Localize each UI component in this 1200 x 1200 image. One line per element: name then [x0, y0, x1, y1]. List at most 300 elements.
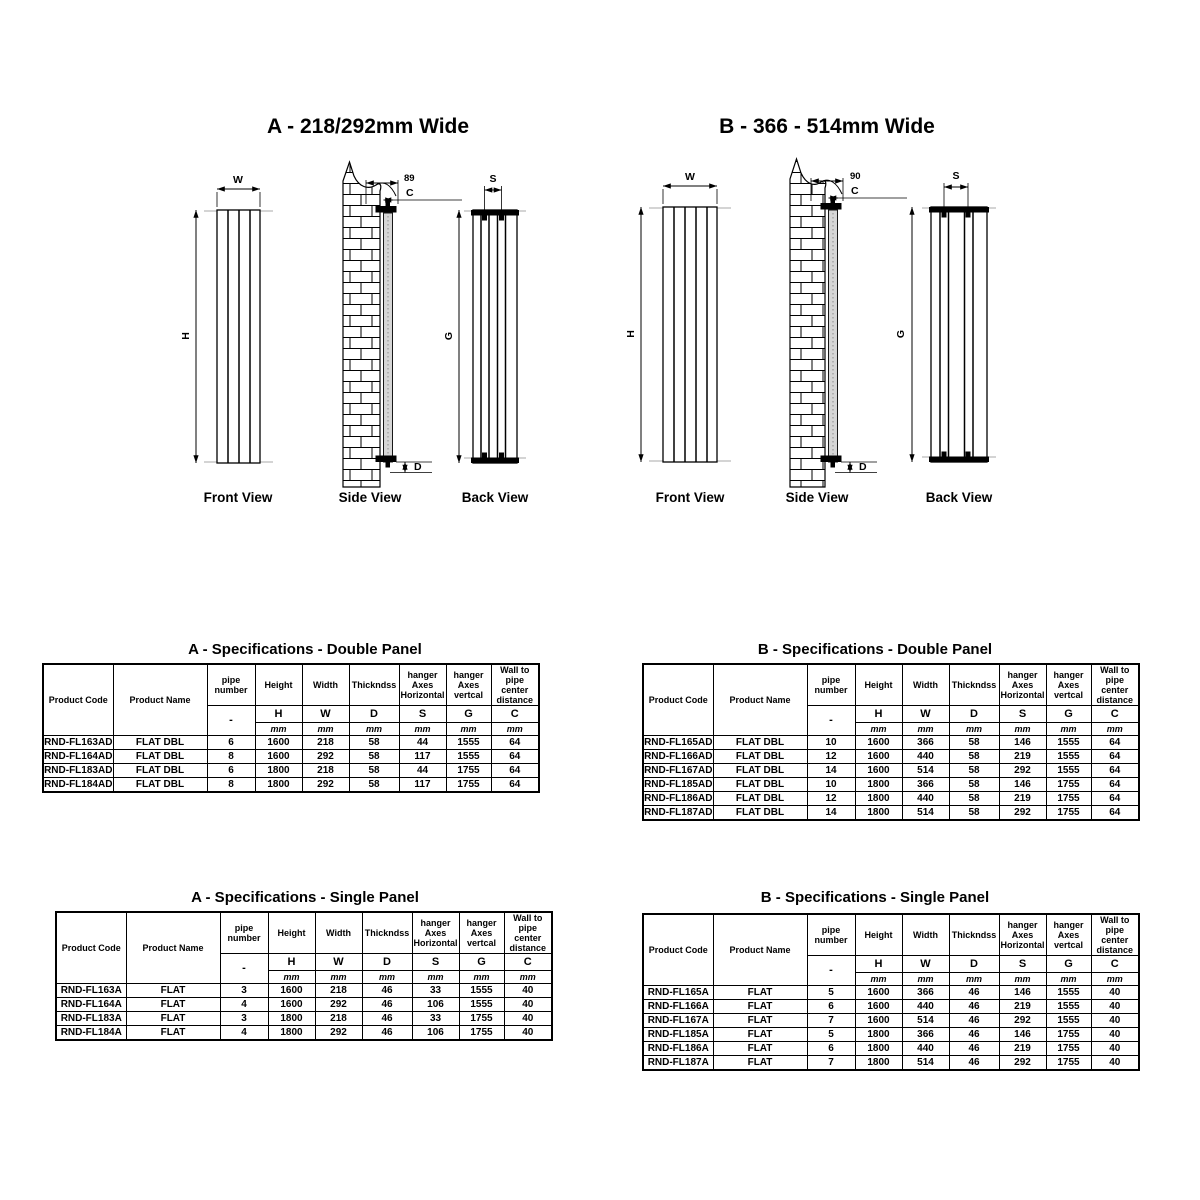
product-code-cell: RND-FL184AD	[43, 778, 113, 792]
value-cell: 40	[1091, 1000, 1139, 1014]
header-cell: hanger Axes Horizontal	[399, 664, 446, 706]
table-row	[643, 806, 1139, 820]
wall-offset-dim-value: 89	[404, 173, 415, 184]
value-cell: 1555	[459, 998, 504, 1012]
value-cell: 218	[302, 764, 349, 778]
value-cell: 1800	[855, 806, 902, 820]
header-symbol-cell: D	[949, 956, 999, 973]
header-cell: hanger Axes vertcal	[1046, 914, 1091, 956]
table-row	[643, 1056, 1139, 1070]
wall-to-pipe-dim-label: C	[406, 187, 414, 199]
product-code-cell: RND-FL183A	[56, 1012, 126, 1026]
value-cell: 366	[902, 778, 949, 792]
value-cell: 64	[491, 764, 539, 778]
product-code-cell: RND-FL185A	[643, 1028, 713, 1042]
top-hanger-rail	[929, 207, 989, 213]
value-cell: 1600	[255, 736, 302, 750]
hanger-vertical-dim-label: G	[443, 331, 455, 341]
value-cell: 64	[491, 750, 539, 764]
value-cell: 3	[220, 984, 268, 998]
header-unit-cell: mm	[855, 973, 902, 986]
value-cell: 5	[807, 1028, 855, 1042]
table-row	[643, 750, 1139, 764]
header-unit-cell: mm	[999, 723, 1046, 736]
hanger-vertical-dim-label: G	[895, 329, 907, 339]
table-row	[643, 792, 1139, 806]
value-cell: 1600	[855, 750, 902, 764]
bottom-wall-bracket	[376, 456, 397, 463]
value-cell: 10	[807, 736, 855, 750]
value-cell: 1555	[1046, 1014, 1091, 1028]
header-symbol-cell: H	[855, 706, 902, 723]
header-unit-cell: mm	[1046, 723, 1091, 736]
header-unit-cell: mm	[255, 723, 302, 736]
spec-table	[55, 911, 553, 1041]
value-cell: 1755	[1046, 792, 1091, 806]
header-cell: Wall to pipe center distance	[1091, 664, 1139, 706]
width-dim-label: W	[233, 174, 243, 186]
product-code-cell: RND-FL163AD	[44, 736, 113, 748]
header-symbol-cell: G	[1046, 706, 1091, 723]
header-symbol-cell: W	[315, 954, 362, 971]
header-symbol-cell: G	[459, 954, 504, 971]
value-cell: 1800	[255, 778, 302, 792]
header-cell: Height	[855, 914, 902, 956]
value-cell: 7	[807, 1056, 855, 1070]
header-cell: Product Name	[713, 664, 807, 736]
value-cell: 106	[412, 998, 459, 1012]
table-row	[43, 778, 539, 792]
value-cell: 46	[949, 1028, 999, 1042]
value-cell: 58	[949, 778, 999, 792]
value-cell: 4	[220, 998, 268, 1012]
product-code-cell: RND-FL167A	[643, 1014, 713, 1028]
value-cell: 33	[412, 1012, 459, 1026]
value-cell: 1800	[268, 1026, 315, 1040]
value-cell: 219	[999, 792, 1046, 806]
value-cell: 12	[807, 750, 855, 764]
product-name-cell: FLAT DBL	[113, 778, 207, 792]
value-cell: 292	[999, 806, 1046, 820]
header-symbol-cell: H	[255, 706, 302, 723]
value-cell: 10	[807, 778, 855, 792]
table-row	[643, 778, 1139, 792]
header-symbol-cell: S	[399, 706, 446, 723]
header-symbol-cell: W	[902, 956, 949, 973]
header-symbol-cell: G	[446, 706, 491, 723]
value-cell: 58	[349, 778, 399, 792]
value-cell: 1800	[855, 778, 902, 792]
spec-table	[42, 663, 540, 793]
table-row	[43, 750, 539, 764]
brick-wall	[790, 159, 826, 487]
value-cell: 4	[220, 1026, 268, 1040]
value-cell: 40	[1091, 986, 1139, 1000]
value-cell: 1800	[255, 764, 302, 778]
value-cell: 1755	[459, 1012, 504, 1026]
table-row	[56, 998, 552, 1012]
value-cell: 1755	[1046, 806, 1091, 820]
value-cell: 292	[999, 1056, 1046, 1070]
product-name-cell: FLAT DBL	[113, 764, 207, 778]
header-unit-cell: mm	[459, 971, 504, 984]
header-cell: Thickndss	[362, 912, 412, 954]
value-cell: 1600	[268, 984, 315, 998]
value-cell: 146	[999, 778, 1046, 792]
header-symbol-cell: C	[491, 706, 539, 723]
header-cell: Height	[255, 664, 302, 706]
header-cell: Thickndss	[949, 664, 999, 706]
spec-table-a-double	[42, 663, 540, 793]
value-cell: 40	[504, 1026, 552, 1040]
value-cell: 40	[1091, 1014, 1139, 1028]
value-cell: 292	[999, 1014, 1046, 1028]
header-cell: Product Name	[126, 912, 220, 984]
header-symbol-cell: -	[220, 954, 268, 984]
value-cell: 514	[902, 806, 949, 820]
product-code-cell: RND-FL164AD	[44, 750, 113, 762]
header-unit-cell: mm	[504, 971, 552, 984]
value-cell: 1600	[855, 1014, 902, 1028]
value-cell: 1600	[855, 764, 902, 778]
value-cell: 1800	[855, 792, 902, 806]
value-cell: 1555	[446, 736, 491, 750]
value-cell: 514	[902, 1014, 949, 1028]
top-wall-bracket	[376, 206, 397, 213]
diagram-a-title: A - 218/292mm Wide	[266, 115, 470, 138]
product-code-cell: RND-FL167AD	[644, 764, 713, 776]
header-symbol-cell: -	[807, 706, 855, 736]
bottom-offset-dim-label: D	[414, 461, 422, 473]
header-unit-cell: mm	[412, 971, 459, 984]
table-row	[643, 764, 1139, 778]
table-row	[643, 986, 1139, 1000]
value-cell: 1755	[1046, 778, 1091, 792]
value-cell: 514	[902, 1056, 949, 1070]
product-code-cell: RND-FL187AD	[643, 806, 713, 820]
header-cell: Thickndss	[949, 914, 999, 956]
value-cell: 58	[949, 736, 999, 750]
value-cell: 440	[902, 750, 949, 764]
header-unit-cell: mm	[855, 723, 902, 736]
table-row	[56, 1012, 552, 1026]
value-cell: 292	[315, 1026, 362, 1040]
product-name-cell: FLAT DBL	[713, 778, 807, 792]
product-name-cell: FLAT DBL	[713, 764, 807, 778]
value-cell: 366	[902, 1028, 949, 1042]
bottom-offset-dim-label: D	[859, 461, 867, 473]
value-cell: 146	[999, 986, 1046, 1000]
back-view-caption: Back View	[461, 490, 529, 505]
value-cell: 46	[362, 984, 412, 998]
value-cell: 106	[412, 1026, 459, 1040]
value-cell: 64	[1091, 792, 1139, 806]
value-cell: 440	[902, 1000, 949, 1014]
value-cell: 44	[399, 764, 446, 778]
table-b-single-title: B - Specifications - Single Panel	[760, 889, 990, 906]
header-cell: Thickndss	[349, 664, 399, 706]
side-view-caption: Side View	[338, 490, 402, 505]
side-view-caption: Side View	[785, 490, 849, 505]
value-cell: 219	[999, 1042, 1046, 1056]
hanger-spacing-dim-label: S	[489, 173, 497, 185]
value-cell: 58	[949, 764, 999, 778]
value-cell: 1755	[459, 1026, 504, 1040]
value-cell: 40	[1091, 1056, 1139, 1070]
value-cell: 1600	[855, 986, 902, 1000]
header-unit-cell: mm	[446, 723, 491, 736]
header-symbol-cell: -	[807, 956, 855, 986]
value-cell: 1800	[855, 1042, 902, 1056]
header-symbol-cell: H	[268, 954, 315, 971]
table-a-single-title: A - Specifications - Single Panel	[191, 889, 419, 906]
value-cell: 1555	[1046, 750, 1091, 764]
value-cell: 1800	[268, 1012, 315, 1026]
value-cell: 440	[902, 792, 949, 806]
header-cell: Width	[902, 664, 949, 706]
value-cell: 6	[207, 764, 255, 778]
value-cell: 46	[949, 1000, 999, 1014]
value-cell: 1755	[1046, 1056, 1091, 1070]
header-symbol-cell: C	[504, 954, 552, 971]
spec-table	[642, 913, 1140, 1071]
table-a-double-title: A - Specifications - Double Panel	[188, 641, 422, 658]
front-view-drawing	[625, 171, 731, 462]
product-name-cell: FLAT	[126, 998, 220, 1012]
product-name-cell: FLAT	[126, 984, 220, 998]
product-name-cell: FLAT	[713, 1042, 807, 1056]
front-view-caption: Front View	[203, 490, 273, 505]
value-cell: 64	[491, 778, 539, 792]
value-cell: 218	[315, 1012, 362, 1026]
table-row	[56, 1026, 552, 1040]
value-cell: 117	[399, 778, 446, 792]
height-dim-label: H	[180, 332, 192, 340]
product-code-cell: RND-FL166AD	[644, 750, 713, 762]
header-symbol-cell: S	[999, 956, 1046, 973]
header-cell: pipe number	[207, 664, 255, 706]
table-row	[643, 1042, 1139, 1056]
value-cell: 1800	[855, 1028, 902, 1042]
spec-table	[642, 663, 1140, 821]
header-cell: pipe number	[807, 664, 855, 706]
value-cell: 218	[302, 736, 349, 750]
wall-to-pipe-dim-label: C	[851, 185, 859, 197]
value-cell: 117	[399, 750, 446, 764]
product-name-cell: FLAT	[713, 986, 807, 1000]
bottom-wall-bracket	[821, 456, 842, 463]
header-cell: Wall to pipe center distance	[1091, 914, 1139, 956]
value-cell: 58	[349, 736, 399, 750]
header-unit-cell: mm	[491, 723, 539, 736]
header-unit-cell: mm	[1091, 973, 1139, 986]
value-cell: 6	[207, 736, 255, 750]
top-wall-bracket	[821, 203, 842, 210]
bottom-hanger-rail	[471, 458, 519, 464]
table-row	[643, 736, 1139, 750]
table-row	[643, 1014, 1139, 1028]
front-view-drawing	[180, 174, 273, 463]
value-cell: 46	[949, 1056, 999, 1070]
value-cell: 1755	[446, 764, 491, 778]
value-cell: 1600	[255, 750, 302, 764]
header-unit-cell: mm	[902, 973, 949, 986]
back-view-caption: Back View	[925, 490, 993, 505]
value-cell: 292	[315, 998, 362, 1012]
value-cell: 1555	[1046, 736, 1091, 750]
product-name-cell: FLAT DBL	[713, 792, 807, 806]
value-cell: 14	[807, 806, 855, 820]
value-cell: 64	[1091, 778, 1139, 792]
header-symbol-cell: D	[362, 954, 412, 971]
side-view-drawing	[790, 159, 907, 487]
value-cell: 1555	[446, 750, 491, 764]
header-symbol-cell: C	[1091, 706, 1139, 723]
value-cell: 40	[504, 1012, 552, 1026]
header-symbol-cell: D	[349, 706, 399, 723]
value-cell: 219	[999, 750, 1046, 764]
header-cell: Product Code	[56, 912, 126, 984]
header-symbol-cell: C	[1091, 956, 1139, 973]
side-view-drawing	[343, 162, 462, 487]
header-cell: hanger Axes Horizontal	[999, 914, 1046, 956]
value-cell: 1555	[1046, 986, 1091, 1000]
value-cell: 6	[807, 1042, 855, 1056]
product-code-cell: RND-FL163A	[56, 984, 126, 998]
product-name-cell: FLAT	[713, 1014, 807, 1028]
value-cell: 1600	[855, 736, 902, 750]
value-cell: 12	[807, 792, 855, 806]
header-unit-cell: mm	[399, 723, 446, 736]
header-unit-cell: mm	[949, 973, 999, 986]
spec-table-a-single	[55, 911, 553, 1041]
product-code-cell: RND-FL184A	[56, 1026, 126, 1040]
value-cell: 1755	[1046, 1028, 1091, 1042]
value-cell: 1555	[1046, 764, 1091, 778]
spec-table-b-double	[642, 663, 1140, 821]
value-cell: 64	[1091, 736, 1139, 750]
bottom-hanger-rail	[929, 457, 989, 463]
value-cell: 64	[491, 736, 539, 750]
value-cell: 292	[302, 778, 349, 792]
value-cell: 1600	[855, 1000, 902, 1014]
value-cell: 1800	[855, 1056, 902, 1070]
value-cell: 46	[949, 1014, 999, 1028]
table-row	[43, 764, 539, 778]
front-view-caption: Front View	[655, 490, 725, 505]
table-row	[643, 1028, 1139, 1042]
value-cell: 292	[999, 764, 1046, 778]
header-symbol-cell: -	[207, 706, 255, 736]
header-unit-cell: mm	[349, 723, 399, 736]
brick-wall	[343, 162, 381, 487]
back-view-drawing	[895, 170, 996, 462]
product-code-cell: RND-FL186A	[643, 1042, 713, 1056]
header-cell: Wall to pipe center distance	[491, 664, 539, 706]
value-cell: 40	[504, 998, 552, 1012]
value-cell: 366	[902, 736, 949, 750]
value-cell: 46	[949, 1042, 999, 1056]
top-hanger-rail	[471, 210, 519, 216]
product-name-cell: FLAT DBL	[113, 750, 207, 764]
header-unit-cell: mm	[1046, 973, 1091, 986]
value-cell: 6	[807, 1000, 855, 1014]
diagram-b-drawing	[620, 150, 1020, 515]
value-cell: 33	[412, 984, 459, 998]
product-code-cell: RND-FL164A	[56, 998, 126, 1012]
value-cell: 64	[1091, 750, 1139, 764]
value-cell: 8	[207, 778, 255, 792]
header-symbol-cell: H	[855, 956, 902, 973]
header-unit-cell: mm	[362, 971, 412, 984]
value-cell: 1555	[459, 984, 504, 998]
header-symbol-cell: S	[412, 954, 459, 971]
header-cell: Width	[315, 912, 362, 954]
value-cell: 366	[902, 986, 949, 1000]
value-cell: 218	[315, 984, 362, 998]
value-cell: 58	[949, 792, 999, 806]
header-cell: Height	[268, 912, 315, 954]
value-cell: 40	[1091, 1028, 1139, 1042]
product-code-cell: RND-FL186AD	[644, 792, 713, 804]
value-cell: 64	[1091, 806, 1139, 820]
product-name-cell: FLAT	[713, 1056, 807, 1070]
header-cell: hanger Axes vertcal	[446, 664, 491, 706]
product-code-cell: RND-FL166A	[643, 1000, 713, 1014]
header-symbol-cell: G	[1046, 956, 1091, 973]
product-code-cell: RND-FL187A	[643, 1056, 713, 1070]
value-cell: 40	[1091, 1042, 1139, 1056]
value-cell: 3	[220, 1012, 268, 1026]
header-symbol-cell: W	[302, 706, 349, 723]
header-cell: pipe number	[220, 912, 268, 954]
value-cell: 46	[362, 998, 412, 1012]
radiator-panel-side	[829, 210, 838, 462]
value-cell: 219	[999, 1000, 1046, 1014]
header-cell: Height	[855, 664, 902, 706]
value-cell: 44	[399, 736, 446, 750]
diagram-b-title: B - 366 - 514mm Wide	[719, 115, 935, 138]
value-cell: 1755	[446, 778, 491, 792]
header-unit-cell: mm	[902, 723, 949, 736]
header-symbol-cell: W	[902, 706, 949, 723]
value-cell: 58	[349, 750, 399, 764]
hanger-spacing-dim-label: S	[952, 170, 960, 182]
table-b-double-title: B - Specifications - Double Panel	[757, 641, 993, 658]
value-cell: 1600	[268, 998, 315, 1012]
header-unit-cell: mm	[1091, 723, 1139, 736]
value-cell: 440	[902, 1042, 949, 1056]
product-name-cell: FLAT DBL	[713, 736, 807, 750]
value-cell: 58	[949, 806, 999, 820]
value-cell: 64	[1091, 764, 1139, 778]
value-cell: 46	[362, 1026, 412, 1040]
header-cell: Product Name	[713, 914, 807, 986]
table-row	[643, 1000, 1139, 1014]
product-name-cell: FLAT DBL	[113, 736, 207, 750]
height-dim-label: H	[625, 330, 637, 338]
value-cell: 58	[349, 764, 399, 778]
header-unit-cell: mm	[999, 973, 1046, 986]
table-row	[56, 984, 552, 998]
header-cell: Product Code	[43, 664, 113, 736]
value-cell: 146	[999, 736, 1046, 750]
header-cell: Product Code	[643, 914, 713, 986]
value-cell: 1755	[1046, 1042, 1091, 1056]
value-cell: 46	[949, 986, 999, 1000]
spec-table-b-single	[642, 913, 1140, 1071]
value-cell: 58	[949, 750, 999, 764]
